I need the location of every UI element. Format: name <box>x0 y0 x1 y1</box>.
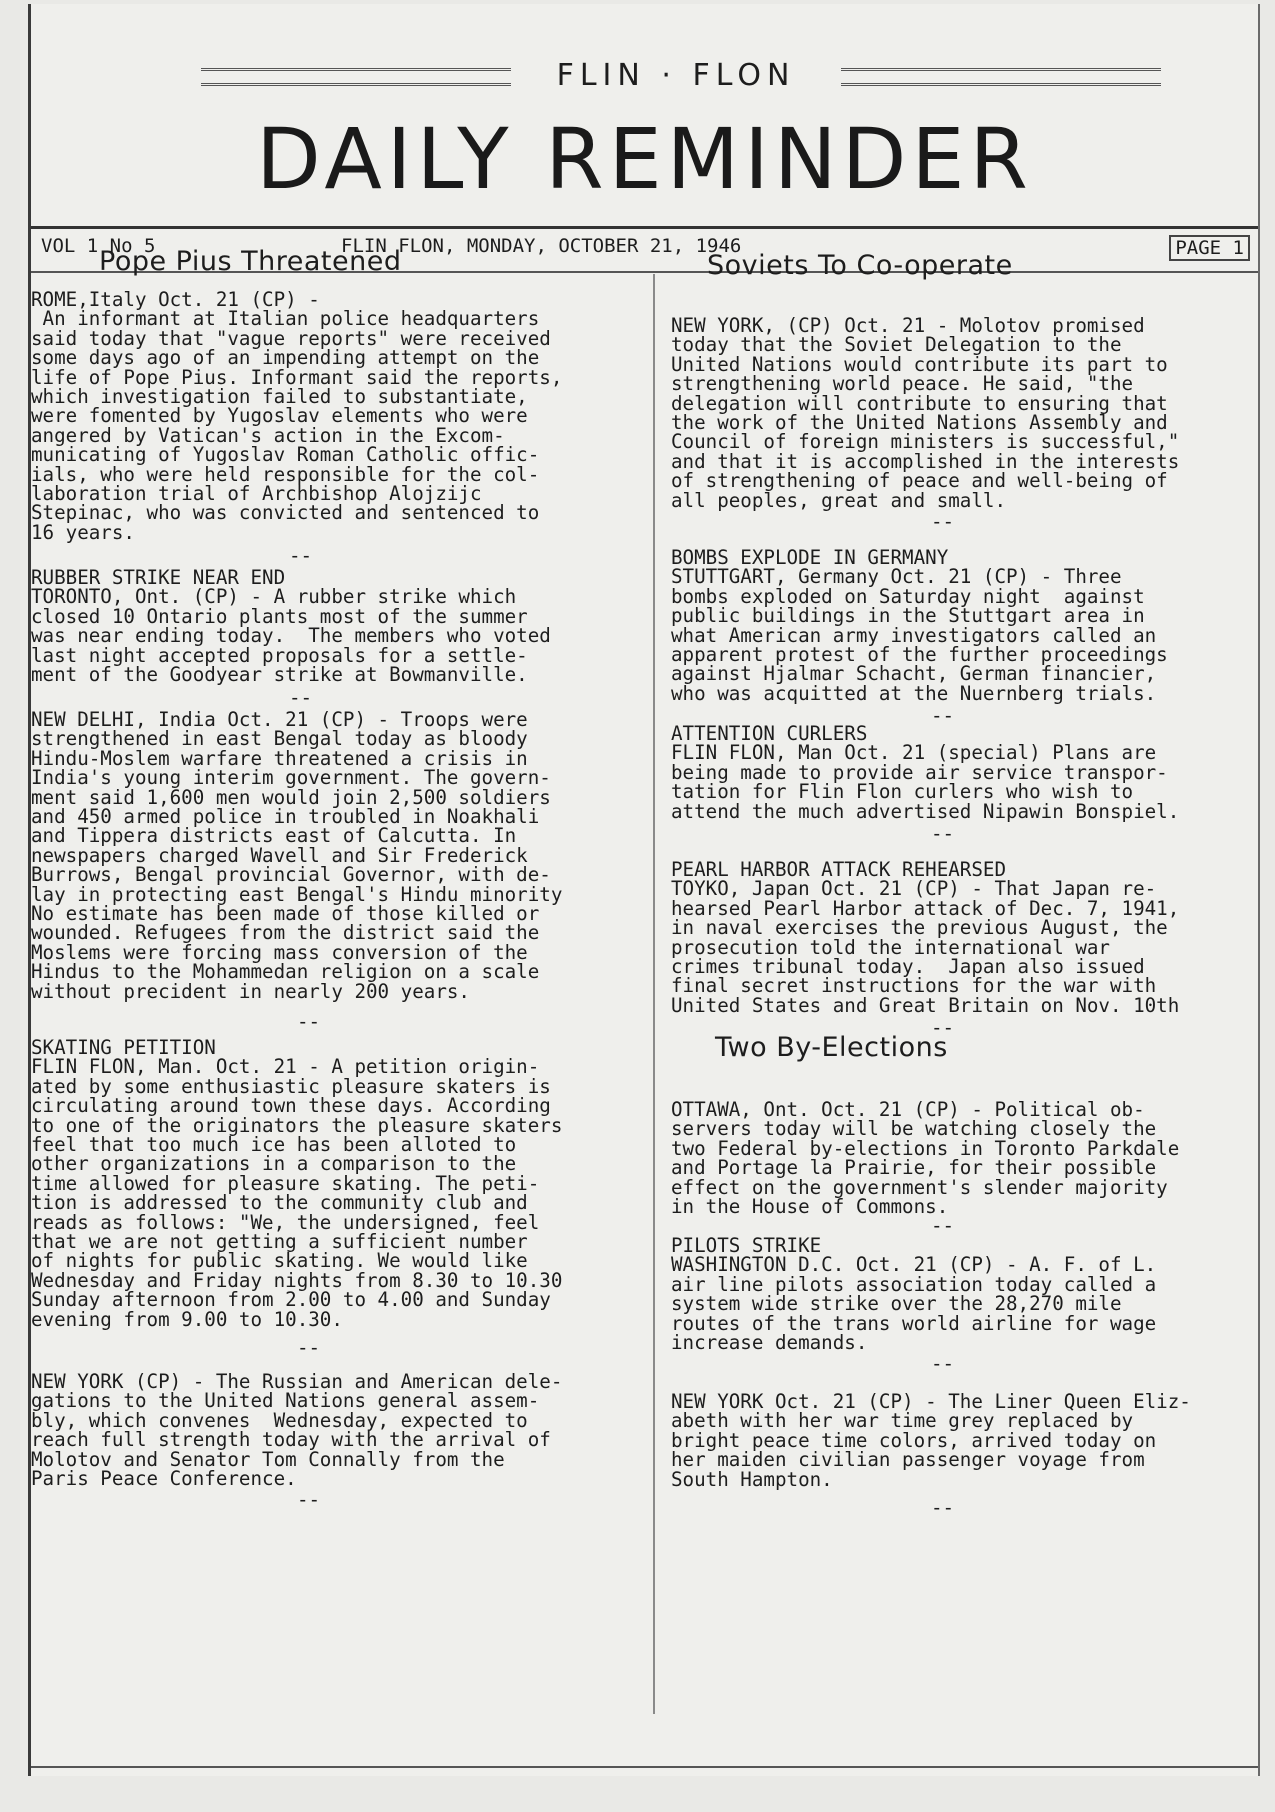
column-divider <box>653 274 655 1714</box>
separator: -- <box>297 1336 321 1359</box>
separator: -- <box>931 822 955 845</box>
volume-number: VOL 1 No 5 <box>41 235 156 257</box>
separator: -- <box>289 544 313 567</box>
headline-pope-pius: Pope Pius Threatened <box>99 246 402 277</box>
article-pope-pius: ROME,Italy Oct. 21 (CP) - An informant at Italian police headquarters said today that "vague reports" were received some days ago of an impending attempt on the life of Pope Pius. Informant said the reports, which investigation failed to substantiate, were fomented by Yugoslav elements who were angered by Vatican's action in the Excom- municating of Yugoslav Roman Catholic offic- ials, who were held responsible for the col- laboration trial of Archbishop Alojzijc Stepinac, who was convicted and sentenced to 16 years. <box>31 288 563 544</box>
newspaper-page <box>28 4 1260 1776</box>
article-soviets: NEW YORK, (CP) Oct. 21 - Molotov promised today that the Soviet Delegation to the United Nations would contribute its part to strengthening world peace. He said, "the delegation will contribute to ensuring that the work of the United Nations Assembly and Council of foreign ministers is successful," and that it is accomplished in the interests of strengthening of peace and well-being of all peoples, great and small. <box>671 314 1180 512</box>
article-pilots-strike: PILOTS STRIKE WASHINGTON D.C. Oct. 21 (CP) - A. F. of L. air line pilots association today called a system wide strike over the 28,270 mile routes of the trans world airline for wage increase demands. <box>671 1234 1157 1355</box>
headline-by-elections: Two By-Elections <box>715 1032 948 1063</box>
separator: -- <box>931 1352 955 1375</box>
flin-flon-label: FLIN · FLON <box>556 58 796 93</box>
article-new-delhi: NEW DELHI, India Oct. 21 (CP) - Troops were strengthened in east Bengal today as bloody Hindu-Moslem warfare threatened a crisis in India's young interim government. The govern- ment said 1,600 men would join 2,500 soldiers and 450 armed police in troubled in Noakhali and Tipperа districts east of Calcutta. In newspapers charged Wavell and Sir Frederick Burrows, Bengal provincial Governor, with de- lay in protecting east Bengal's Hindu minority No estimate has been made of those killed or wounded. Refugees from the district said the Moslems were forcing mass conversion of the Hindus to the Mohammedan religion on a scale without precident in nearly 200 years. <box>31 708 563 1003</box>
separator: -- <box>931 704 955 727</box>
article-bombs-germany: BOMBS EXPLODE IN GERMANY STUTTGART, Germany Oct. 21 (CP) - Three bombs exploded on Saturday night against public buildings in the Stuttgart area in what American army investigators called an apparent protest of the further proceedings against Hjalmar Schacht, German financier, who was acquitted at the Nuernberg trials. <box>671 546 1168 705</box>
left-column <box>31 4 649 1511</box>
separator: -- <box>297 1488 321 1511</box>
separator: -- <box>289 686 313 709</box>
separator: -- <box>931 1496 955 1519</box>
article-skating-petition: SKATING PETITION FLIN FLON, Man. Oct. 21 - A petition origin- ated by some enthusiastic pleasure skaters is circulating around town these days. According to one of the originators the pleasure skaters feel that too much ice has been alloted to other organizations in a comparison to the time allowed for pleasure skating. The peti- tion is addressed to the community club and reads as follows: "We, the undersigned, feel that we are not getting a sufficient number of nights for public skating. We would like Wednesday and Friday nights from 8.30 to 10.30 Sunday afternoon from 2.00 to 4.00 and Sunday evening from 9.00 to 10.30. <box>31 1036 563 1331</box>
article-queen-elizabeth: NEW YORK Oct. 21 (CP) - The Liner Queen Eliz- abeth with her war time grey replaced by bright peace time colors, arrived today on her maiden civilian passenger voyage from South Hampton. <box>671 1390 1191 1491</box>
separator: -- <box>931 1016 955 1039</box>
right-column <box>671 4 1263 1519</box>
article-un-delegations: NEW YORK (CP) - The Russian and American dele- gations to the United Nations general assem- bly, which convenes Wednesday, expected to reach full strength today with the arrival of Molotov and Senator Tom Connally from the Paris Peace Conference. <box>31 1370 563 1491</box>
article-pearl-harbor: PEARL HARBOR ATTACK REHEARSED TOYKO, Japan Oct. 21 (CP) - That Japan re- hearsed Pearl Harbor attack of Dec. 7, 1941, in naval exercises the previous August, the prosecution told the international war crimes tribunal today. Japan also issued final secret instructions for the war with United States and Great Britain on Nov. 10th <box>671 858 1180 1017</box>
issue-date: FLIN FLON, MONDAY, OCTOBER 21, 1946 <box>341 235 742 257</box>
article-ottawa: OTTAWA, Ont. Oct. 21 (CP) - Political ob- servers today will be watching closely the two Federal by-elections in Toronto Parkdale and Portage la Prairie, for their possible effect on the government's slender majority in the House of Commons. <box>671 1098 1180 1219</box>
separator: -- <box>931 510 955 533</box>
newspaper-title: DAILY REMINDER <box>256 110 1033 208</box>
page-number: PAGE 1 <box>1169 235 1250 261</box>
separator: -- <box>931 1214 955 1237</box>
headline-soviets: Soviets To Co-operate <box>707 250 1013 281</box>
article-attention-curlers: ATTENTION CURLERS FLIN FLON, Man Oct. 21 (special) Plans are being made to provide air service transpor- tation for Flin Flon curlers who wish to attend the much advertised Nipawin Bonspiel. <box>671 722 1180 823</box>
separator: -- <box>297 1010 321 1033</box>
bottom-rule <box>31 1766 1258 1768</box>
article-rubber-strike: RUBBER STRIKE NEAR END TORONTO, Ont. (CP) - A rubber strike which closed 10 Ontario plants most of the summer was near ending today. The members who voted last night accepted proposals for a settle- ment of the Goodyear strike at Bowmanville. <box>31 566 551 687</box>
